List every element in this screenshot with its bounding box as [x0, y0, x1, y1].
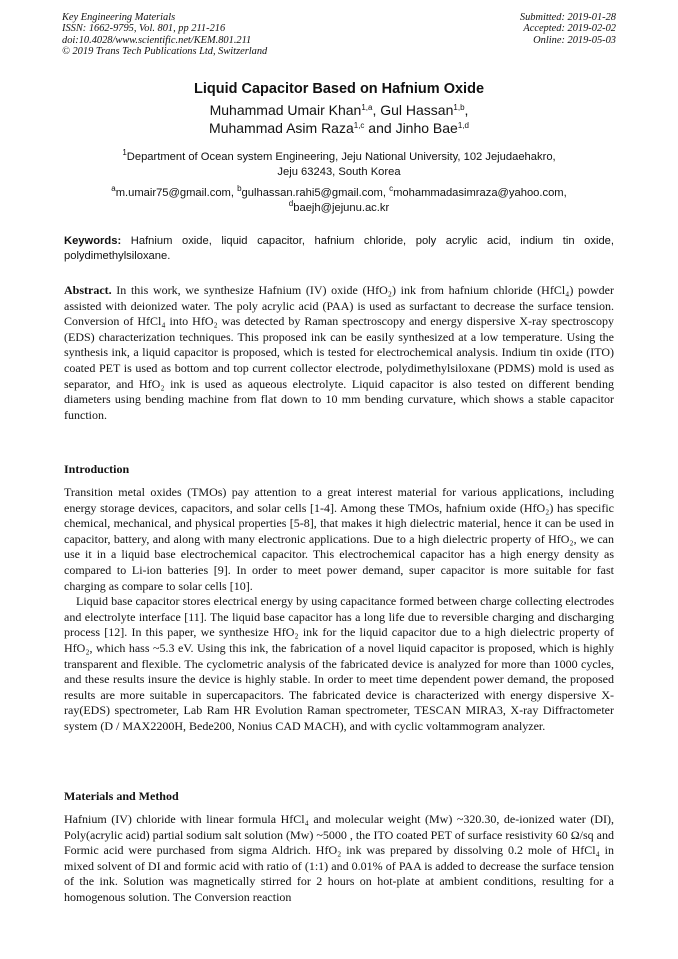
author-name: Muhammad Umair Khan — [209, 102, 362, 118]
email-link[interactable]: gulhassan.rahi5@gmail.com — [241, 187, 383, 199]
abstract — [64, 283, 614, 423]
author-name: Jinho Bae — [395, 120, 458, 136]
abstract-label: Abstract. — [64, 283, 112, 297]
journal-header-right — [520, 12, 616, 46]
keywords — [64, 234, 614, 264]
doi-link[interactable]: doi:10.4028/www.scientific.net/KEM.801.211 — [62, 34, 252, 46]
email-list: $^a$m.umair75@gmail.com, $^b$gulhassan.rahi5@gmail.com, $^c$mohammadasimraza@yahoo.com, $^d$baejh@jejunu.ac.kr — [111, 184, 567, 214]
keywords-text: Hafnium oxide, liquid capacitor, hafnium chloride, poly acrylic acid, indium tin oxide, polydimethylsiloxane. — [64, 235, 614, 262]
author-sup: 1,b — [453, 103, 465, 112]
paragraph: Transition metal oxides (TMOs) pay attention to a great interest material for various applications, including energy storage devices, capacitors, and solar cells [1-4]. Among these TMOs, hafnium oxide (HfO₂) has specific chemical, mechanical, and physical properties [5-8], that makes it high dielectric material, hence it can be used in capacitor, battery, and along with many electronic applications. Due to a high dielectric property of HfO₂, we can use it in a liquid base electrochemical capacitor. This electrochemical capacitor has a high energy density as compared to Li-ion batteries [9]. In order to meet power demand, super capacitor is more suitable for fast charging as compare to solar cells [10]. — [64, 485, 614, 593]
materials-heading: Materials and Method — [64, 789, 179, 803]
paper-title: Liquid Capacitor Based on Hafnium Oxide — [193, 81, 485, 97]
copyright-line: © 2019 Trans Tech Publications Ltd, Switzerland — [62, 45, 268, 57]
email-link[interactable]: m.umair75@gmail.com — [115, 187, 231, 199]
author-name: Gul Hassan — [380, 102, 454, 118]
issn-line: ISSN: 1662-9795, Vol. 801, pp 211-216 — [62, 23, 226, 35]
introduction-body — [64, 485, 614, 735]
author-sup: 1,d — [457, 121, 469, 130]
accepted-date: Accepted: 2019-02-02 — [523, 23, 616, 35]
author-sup: 1,c — [353, 121, 365, 130]
online-date: Online: 2019-05-03 — [533, 34, 616, 46]
journal-header-left — [62, 12, 267, 57]
email-link[interactable]: baejh@jejunu.ac.kr — [293, 202, 390, 214]
introduction-heading: Introduction — [64, 462, 130, 476]
author-list: Muhammad Umair Khan$^{1,a}$, Gul Hassan$^{1,b}$, Muhammad Asim Raza$^{1,c}$ and Jinho Bae$^{1,d}$ — [209, 102, 469, 136]
paragraph: Hafnium (IV) chloride with linear formula HfCl₄ and molecular weight (Mw) ~320.30, de-ionized water (DI), Poly(acrylic acid) partial sodium salt solution (Mw) ~5000 , the ITO coated PET of surface resistivity 60 Ω/sq and Formic acid were purchased from sigma Aldrich. HfO₂ ink was prepared by dissolving 0.2 mole of HfCl₄ in mixed solvent of DI and formic acid with ratio of (1:1) and 0.01% of PAA is added to decrease the surface tension of the ink. Solution was magnetically stirred for 2 hours on hot-plate at ambient conditions, resulting for a homogenous solution. The Conversion reaction — [64, 812, 614, 904]
submitted-date: Submitted: 2019-01-28 — [519, 12, 616, 23]
paragraph: Liquid base capacitor stores electrical energy by using capacitance formed between charge collecting electrodes and electrolyte interface [11]. The liquid base capacitor has a long life due to reversible charging and discharging process [12]. In this paper, we synthesize HfO₂ ink for the liquid capacitor due to a high dielectric property of HfO₂, which hass ~5.3 eV. Using this ink, the fabrication of a novel liquid capacitor is proposed, which is highly transparent and flexible. The cyclometric analysis of the fabricated device is analyzed for more than 1000 cycles, and these results insure the device is highly stable. In order to meet time dependent power demand, the proposed results are more suitable in supercapacitors. The fabricated device is characterized with energy dispersive X-ray(EDS) spectrometer, Lab Ram HR Evolution Raman spectrometer, TESCAN MIRA3, X-ray Diffractometer system (D / MAX2200H, Bede200, Nonius CAD MACH), and with cyclic voltammogram analyzer. — [64, 594, 614, 733]
email-link[interactable]: mohammadasimraza@yahoo.com — [393, 187, 564, 199]
author-sup: 1,a — [361, 103, 373, 112]
journal-name: Key Engineering Materials — [62, 12, 176, 23]
abstract-text: In this work, we synthesize Hafnium (IV) oxide (HfO₂) ink from hafnium chloride (HfCl₄) powder assisted with deionized water. The poly acrylic acid (PAA) is used as surfactant to decrease the surface tension. Conversion of HfCl₄ into HfO₂ was detected by Raman spectroscopy and energy dispersive X-ray spectroscopy (EDS) characterization techniques. This proposed ink can be easily synthesized at a low temperature. Using the synthesis ink, a liquid capacitor is proposed, which is tested for electrochemical analysis. Indium tin oxide (ITO) coated PET is used as bottom and top current collector electrode, polydimethylsiloxane (PDMS) mold is used as separator, and HfO₂ ink is used as aqueous electrolyte. Liquid capacitor is also tested on different bending diameters using bending machine from flat down to 10 mm bending curvature, which shows a stable capacitor function. — [64, 283, 614, 422]
affiliation: $^1$Department of Ocean system Engineering, Jeju National University, 102 Jejudaehakro, Jeju 63243, South Korea — [122, 148, 556, 178]
author-name: Muhammad Asim Raza — [209, 120, 354, 136]
materials-body — [64, 812, 614, 906]
keywords-label: Keywords: — [64, 235, 122, 247]
